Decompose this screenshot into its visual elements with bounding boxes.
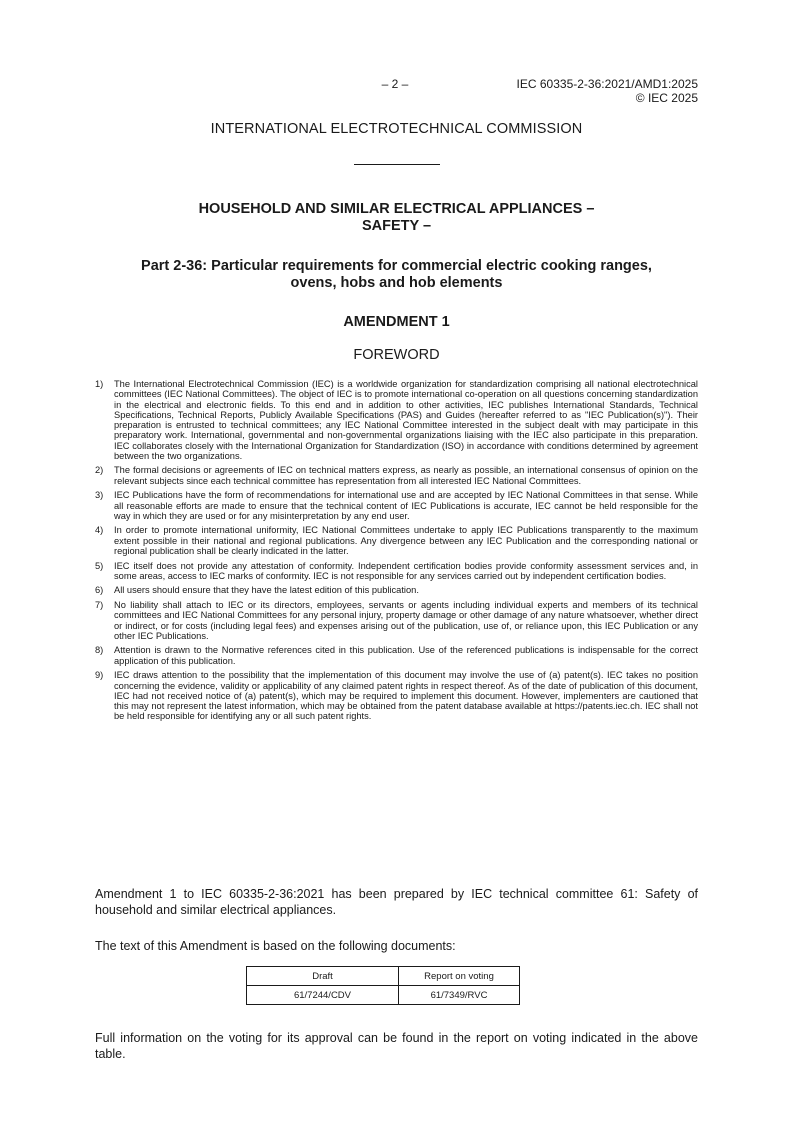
item-number: 9) <box>95 670 104 681</box>
item-number: 6) <box>95 585 104 596</box>
table-row <box>247 986 520 1005</box>
item-number: 4) <box>95 525 104 536</box>
item-text: IEC itself does not provide any attestation of conformity. Independent certification bodies provide conformity assessment services and, in some areas, access to IEC marks of conformity. IEC is not responsible for any services carried out by independent certification bodies. <box>114 560 698 581</box>
foreword-item <box>95 670 698 721</box>
part-title <box>95 258 698 292</box>
foreword-item <box>95 585 698 595</box>
item-text: The International Electrotechnical Commission (IEC) is a worldwide organization for standardization comprising all national electrotechnical committees (IEC National Committees). The object of IEC is to promote international co-operation on all questions concerning standardization in the electrical and electronic fields. To this end and in addition to other activities, IEC publishes International Standards, Technical Specifications, Technical Reports, Publicly Available Specifications (PAS) and Guides (hereafter referred to as "IEC Publication(s)"). Their preparation is entrusted to technical committees; any IEC National Committee interested in the subject dealt with may participate in this preparatory work. International, governmental and non-governmental organizations liaising with the IEC also participate in this preparation. IEC collaborates closely with the International Organization for Standardization (ISO) in accordance with conditions determined by agreement between the two organizations. <box>114 379 698 461</box>
table-cell-draft: 61/7244/CDV <box>247 986 399 1005</box>
part-title-line1: Part 2-36: Particular requirements for commercial electric cooking ranges, <box>141 258 652 274</box>
table-cell-report: 61/7349/RVC <box>399 986 520 1005</box>
item-number: 7) <box>95 600 104 611</box>
amendment-heading: AMENDMENT 1 <box>343 314 450 330</box>
foreword-item <box>95 379 698 461</box>
main-title <box>95 201 698 235</box>
foreword-item <box>95 645 698 666</box>
page-number: – 2 – <box>381 77 409 91</box>
foreword-list <box>95 379 698 726</box>
item-text: No liability shall attach to IEC or its directors, employees, servants or agents including individual experts and members of its technical committees and IEC National Committees for any personal injury, property damage or other damage of any nature whatsoever, whether direct or indirect, or for costs (including legal fees) and expenses arising out of the publication, use of, or reliance upon, this IEC Publication or any other IEC Publications. <box>114 600 698 641</box>
item-number: 2) <box>95 465 104 476</box>
foreword-item <box>95 490 698 521</box>
foreword-item <box>95 525 698 556</box>
organization-name: INTERNATIONAL ELECTROTECHNICAL COMMISSION <box>210 121 583 137</box>
item-text: IEC Publications have the form of recommendations for international use and are accepted by IEC National Committees in that sense. While all reasonable efforts are made to ensure that the technical content of IEC Publications is accurate, IEC cannot be held responsible for the way in which they are used or for any misinterpretation by any end user. <box>114 490 698 521</box>
foreword-item <box>95 600 698 641</box>
item-number: 8) <box>95 645 104 656</box>
foreword-item <box>95 561 698 582</box>
based-on-paragraph: The text of this Amendment is based on the following documents: <box>95 939 456 953</box>
foreword-heading: FOREWORD <box>353 347 440 363</box>
table-header-report: Report on voting <box>399 967 520 986</box>
document-reference <box>517 77 698 105</box>
prepared-by-paragraph: Amendment 1 to IEC 60335-2-36:2021 has been prepared by IEC technical committee 61: Safety of household and similar electrical appliances. <box>95 887 698 917</box>
item-text: The formal decisions or agreements of IEC on technical matters express, as nearly as possible, an international consensus of opinion on the relevant subjects since each technical committee has representation from all interested IEC National Committees. <box>114 465 698 486</box>
table-header-draft: Draft <box>247 967 399 986</box>
documents-table <box>246 966 520 1005</box>
foreword-item <box>95 465 698 486</box>
main-title-line1: HOUSEHOLD AND SIMILAR ELECTRICAL APPLIANCES – <box>198 201 595 217</box>
item-number: 1) <box>95 379 104 389</box>
item-text: All users should ensure that they have the latest edition of this publication. <box>114 585 419 596</box>
item-text: Attention is drawn to the Normative references cited in this publication. Use of the referenced publications is indispensable for the correct application of this publication. <box>114 645 698 666</box>
item-text: IEC draws attention to the possibility that the implementation of this document may involve the use of (a) patent(s). IEC takes no position concerning the evidence, validity or applicability of any claimed patent rights in respect thereof. As of the date of publication of this document, IEC had not received notice of (a) patent(s), which may be required to implement this document. However, implementers are cautioned that this may not represent the latest information, which may be obtained from the patent database available at https://patents.iec.ch. IEC shall not be held responsible for identifying any or all such patent rights. <box>114 670 698 722</box>
part-title-line2: ovens, hobs and hob elements <box>290 275 503 291</box>
item-text: In order to promote international uniformity, IEC National Committees undertake to apply IEC Publications transparently to the maximum extent possible in their national and regional publications. Any divergence between any IEC Publication and the corresponding national or regional publication shall be clearly indicated in the latter. <box>114 525 698 556</box>
title-divider <box>354 164 440 165</box>
copyright: © IEC 2025 <box>635 91 698 105</box>
item-number: 5) <box>95 560 104 571</box>
doc-ref: IEC 60335-2-36:2021/AMD1:2025 <box>516 77 698 91</box>
item-number: 3) <box>95 490 104 501</box>
main-title-line2: SAFETY – <box>361 218 432 234</box>
table-header-row <box>247 967 520 986</box>
voting-info-paragraph: Full information on the voting for its approval can be found in the report on voting indicated in the above table. <box>95 1031 698 1061</box>
